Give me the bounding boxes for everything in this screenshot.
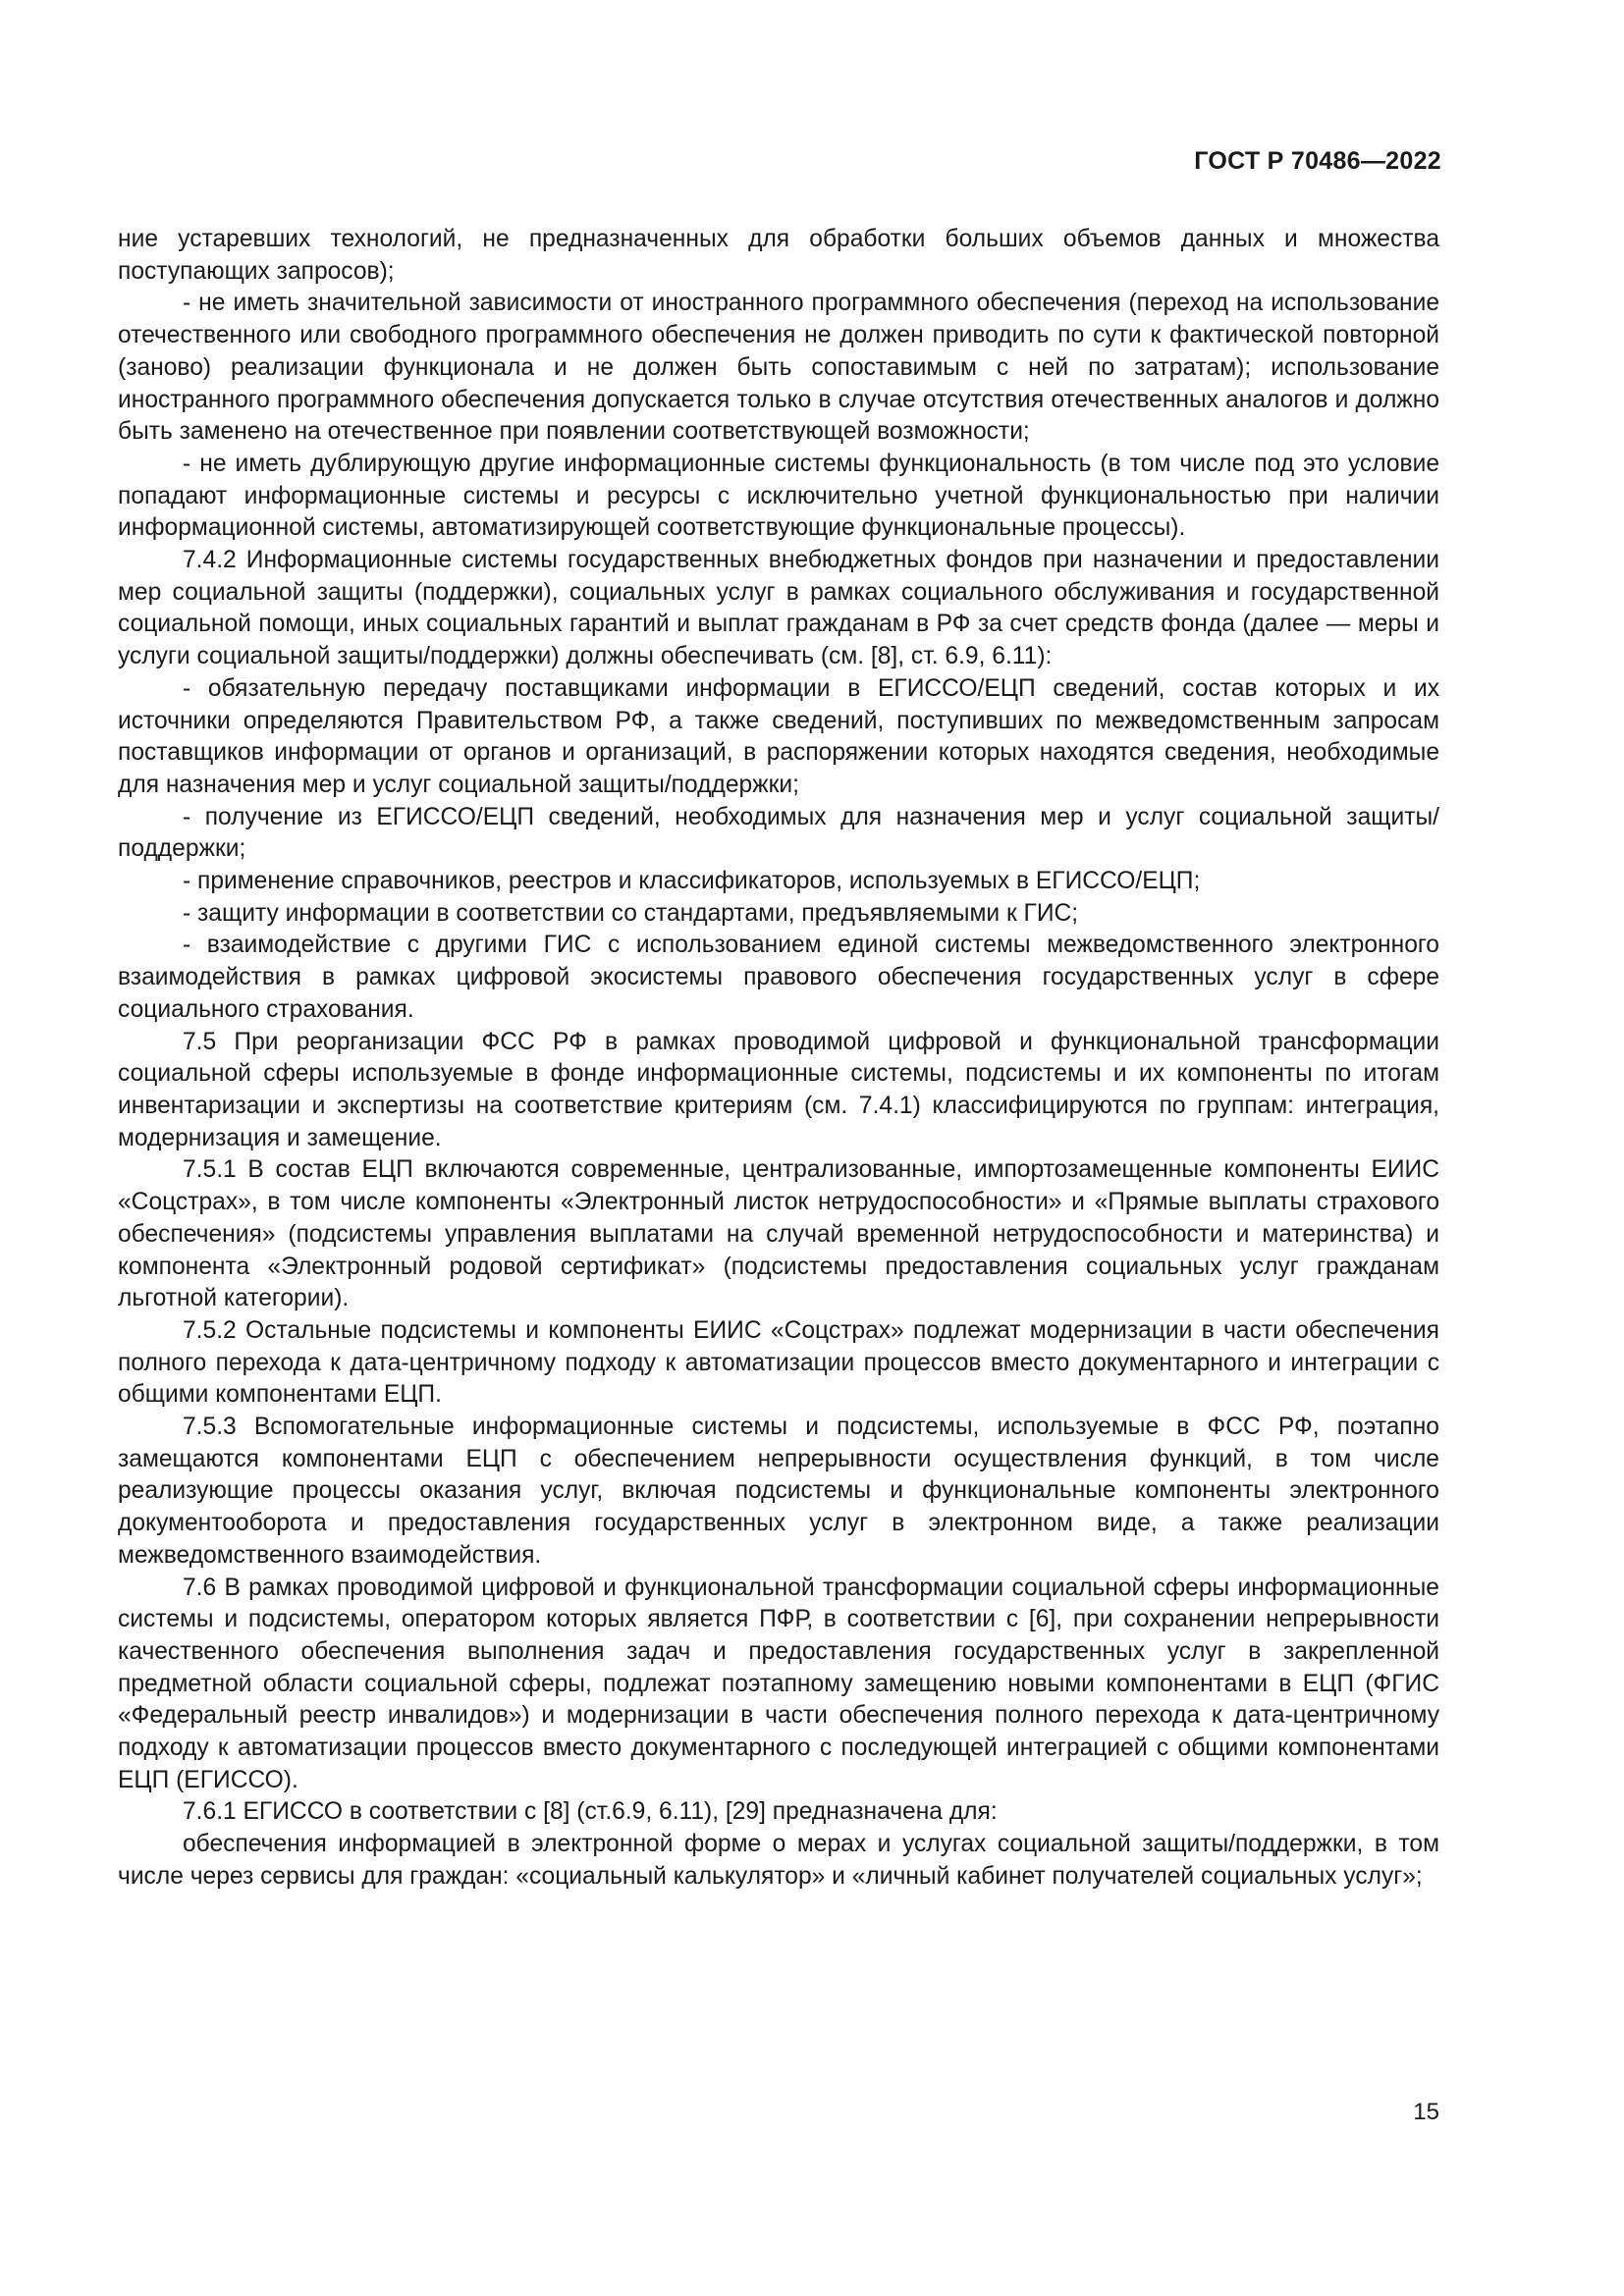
- paragraph: 7.5.2 Остальные подсистемы и компоненты ЕИИС «Соцстрах» подлежат модернизации в части обеспечения полного перехода к дата-центричному подходу к автоматизации процессов вместо документарного и интеграции с общими компонентами ЕЦП.: [118, 1316, 1439, 1409]
- paragraph: ние устаревших технологий, не предназначенных для обработки больших объемов данных и множества поступающих запросов);: [118, 226, 1439, 285]
- paragraph: - применение справочников, реестров и классификаторов, используемых в ЕГИССО/ЕЦП;: [183, 868, 1201, 895]
- document-body: [118, 224, 1439, 1894]
- paragraph: 7.6.1 ЕГИССО в соответствии с [8] (ст.6.9, 6.11), [29] предназначена для:: [183, 1798, 998, 1826]
- paragraph: 7.5.3 Вспомогательные информационные системы и подсистемы, используемые в ФСС РФ, поэтапно замещаются компонентами ЕЦП с обеспечением непрерывности осуществления функций, в том числе реализующие процессы оказания услуг, включая подсистемы и функциональные компоненты электронного документооборота и предоставления государственных услуг в электронном виде, а также реализации межведомственного взаимодействия.: [118, 1414, 1439, 1569]
- paragraph: 7.4.2 Информационные системы государственных внебюджетных фондов при назначении и предоставлении мер социальной защиты (поддержки), социальных услуг в рамках социального обслуживания и государственной социальной помощи, иных социальных гарантий и выплат гражданам в РФ за счет средств фонда (далее — меры и услуги социальной защиты/поддержки) должны обеспечивать (см. [8], ст. 6.9, 6.11):: [118, 547, 1439, 670]
- page-number: 15: [1413, 2099, 1439, 2125]
- paragraph: - не иметь дублирующую другие информационные системы функциональность (в том числе под это условие попадают информационные системы и ресурсы с исключительно учетной функциональностью при наличии информационной системы, автоматизирующей соответствующие функциональные процессы).: [118, 450, 1439, 542]
- paragraph: - взаимодействие с другими ГИС с использованием единой системы межведомственного электронного взаимодействия в рамках цифровой экосистемы правового обеспечения государственных услуг в сфере социального страхования.: [118, 932, 1439, 1023]
- paragraph: - не иметь значительной зависимости от иностранного программного обеспечения (переход на использование отечественного или свободного программного обеспечения не должен приводить по сути к фактической повторной (заново) реализации функционала и не должен быть сопоставимым с ней по затратам); использование иностранного программного обеспечения допускается только в случае отсутствия отечественных аналогов и должно быть заменено на отечественное при появлении соответствующей возможности;: [118, 290, 1439, 446]
- paragraph: 7.5 При реорганизации ФСС РФ в рамках проводимой цифровой и функциональной трансформации социальной сферы используемые в фонде информационные системы, подсистемы и их компоненты по итогам инвентаризации и экспертизы на соответствие критериям (см. 7.4.1) классифицируются по группам: интеграция, модернизация и замещение.: [118, 1028, 1439, 1151]
- paragraph: - получение из ЕГИССО/ЕЦП сведений, необходимых для назначения мер и услуг социальной защиты/поддержки;: [118, 803, 1439, 863]
- paragraph: - обязательную передачу поставщиками информации в ЕГИССО/ЕЦП сведений, состав которых и их источники определяются Правительством РФ, а также сведений, поступивших по межведомственным запросам поставщиков информации от органов и организаций, в распоряжении которых находятся сведения, необходимые для назначения мер и услуг социальной защиты/поддержки;: [118, 674, 1439, 798]
- paragraph: 7.5.1 В состав ЕЦП включаются современные, централизованные, импортозамещенные компоненты ЕИИС «Соцстрах», в том числе компоненты «Электронный листок нетрудоспособности» и «Прямые выплаты страхового обеспечения» (подсистемы управления выплатами на случай временной нетрудоспособности и материнства) и компонента «Электронный родовой сертификат» (подсистемы предоставления социальных услуг гражданам льготной категории).: [118, 1156, 1439, 1312]
- paragraph: обеспечения информацией в электронной форме о мерах и услугах социальной защиты/поддержки, в том числе через сервисы для граждан: «социальный калькулятор» и «личный кабинет получателей социальных услуг»;: [118, 1831, 1439, 1890]
- document-code-header: ГОСТ Р 70486—2022: [1194, 147, 1441, 175]
- paragraph: 7.6 В рамках проводимой цифровой и функциональной трансформации социальной сферы информационные системы и подсистемы, оператором которых является ПФР, в соответствии с [6], при сохранении непрерывности качественного обеспечения выполнения задач и предоставления государственных услуг в закрепленной предметной области социальной сферы, подлежат поэтапному замещению новыми компонентами в ЕЦП (ФГИС «Федеральный реестр инвалидов») и модернизации в части обеспечения полного перехода к дата-центричному подходу к автоматизации процессов вместо документарного с последующей интеграцией с общими компонентами ЕЦП (ЕГИССО).: [118, 1574, 1439, 1793]
- paragraph: - защиту информации в соответствии со стандартами, предъявляемыми к ГИС;: [183, 899, 1079, 927]
